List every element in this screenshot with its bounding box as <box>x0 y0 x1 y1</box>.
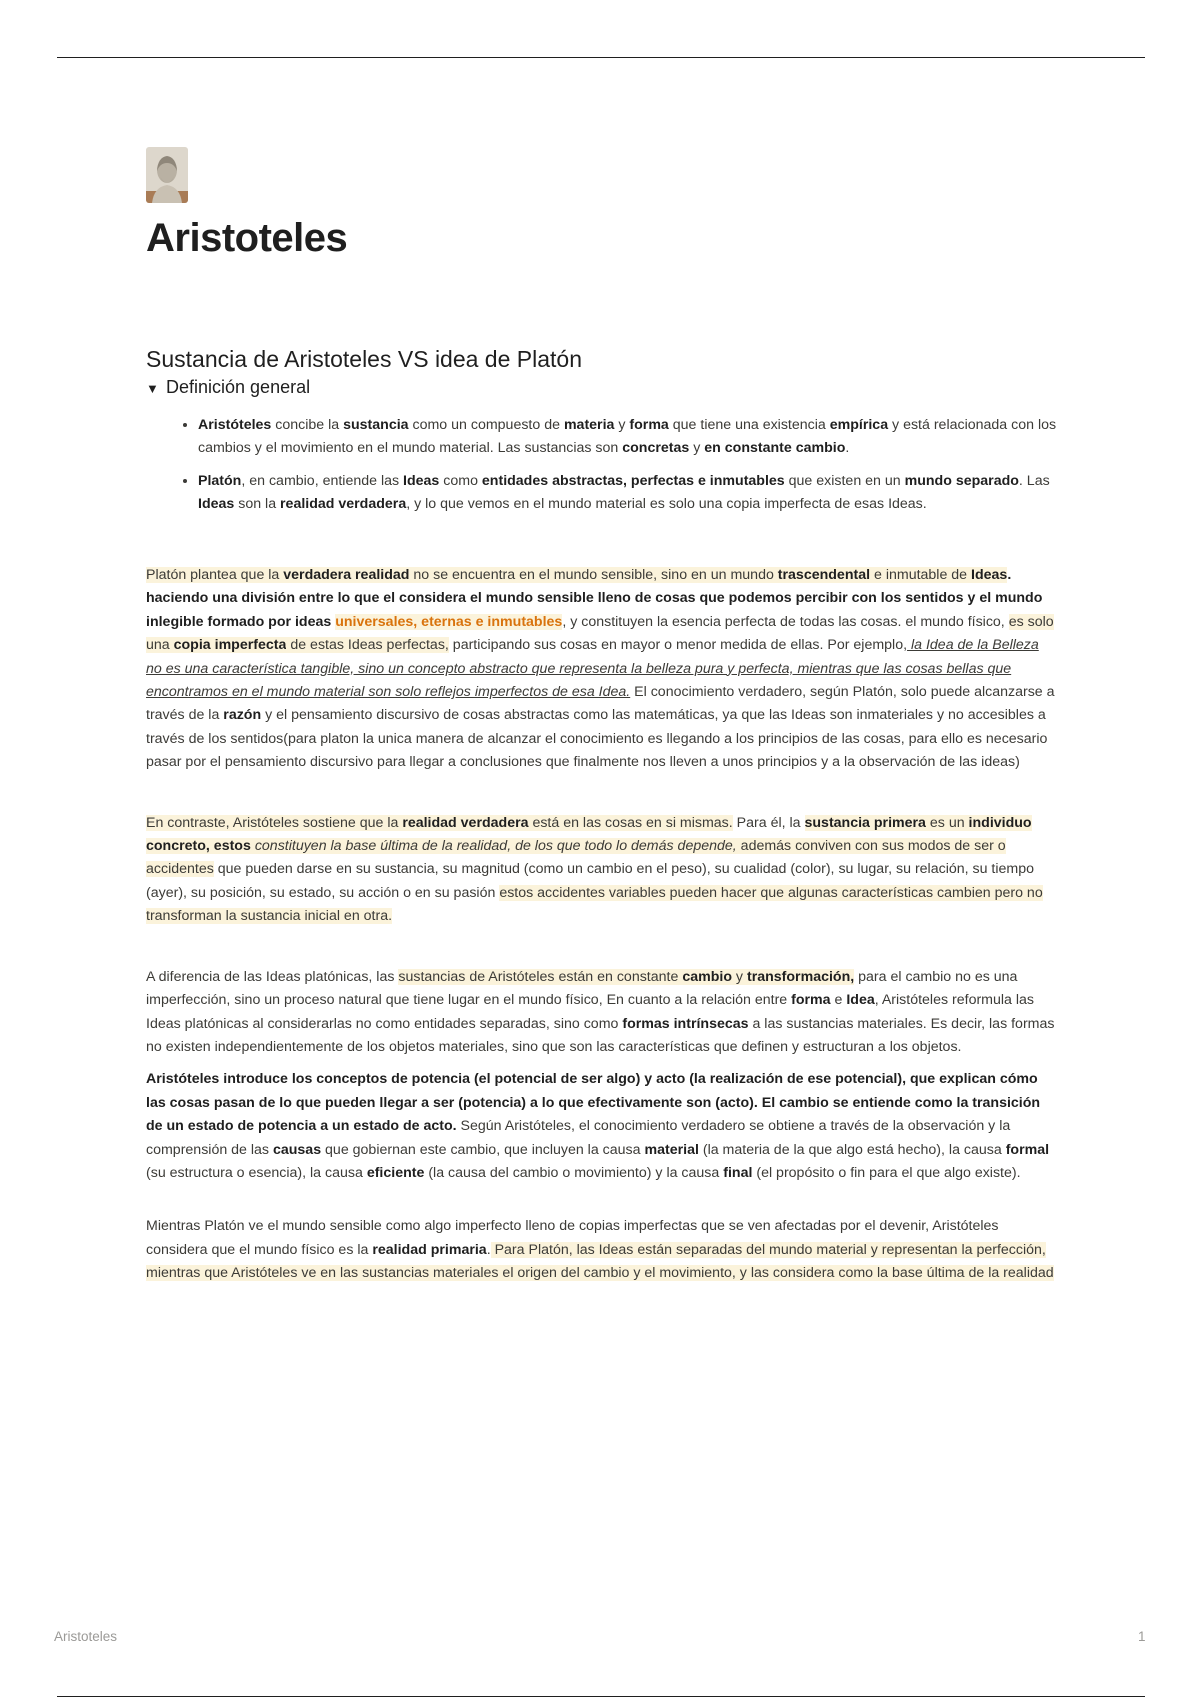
paragraph-aristoteles-contraste: En contraste, Aristóteles sostiene que la realidad verdadera está en las cosas en si mismas. Para él, la sustancia primera es un individuo concreto, estos constituyen la base última de la realidad, de los que todo lo demás depende, además conviven con sus modos de ser o accidentes que pueden darse en su sustancia, su magnitud (como un cambio en el peso), su cualidad (color), su lugar, su relación, su tiempo (ayer), su posición, su estado, su acción o en su pasión estos accidentes variables pueden hacer que algunas características cambien pero no transforman la sustancia inicial en otra. <box>146 814 1043 925</box>
paragraph-diferencia-ideas: A diferencia de las Ideas platónicas, las sustancias de Aristóteles están en constante cambio y transformación, para el cambio no es una imperfección, sino un proceso natural que tiene lugar en el mundo físico, En cuanto a la relación entre forma e Idea, Aristóteles reformula las Ideas platónicas al considerarlas no como entidades separadas, sino como formas intrínsecas a las sustancias materiales. Es decir, las formas no existen independientemente de los objetos materiales, sino que son las características que definen y estructuran a los objetos. <box>146 968 1055 1055</box>
paragraph-conclusion: Mientras Platón ve el mundo sensible como algo imperfecto lleno de copias imperfectas que se ven afectadas por el devenir, Aristóteles considera que el mundo físico es la realidad primaria. Para Platón, las Ideas están separadas del mundo material y representan la perfección, mientras que Aristóteles ve en las sustancias materiales el origen del cambio y el movimiento, y las considera como la base última de la realidad <box>146 1218 1054 1282</box>
section-heading: Sustancia de Aristoteles VS idea de Platón <box>146 346 583 372</box>
toggle-label: Definición general <box>166 377 311 397</box>
definition-bullet-list <box>146 414 1058 516</box>
page-title: Aristoteles <box>146 216 348 260</box>
paragraph-platon-realidad: Platón plantea que la verdadera realidad no se encuentra en el mundo sensible, sino en un mundo trascendental e inmutable de Ideas. haciendo una división entre lo que el considera el mundo sensible lleno de cosas que podemos percibir con los sentidos y el mundo inlegible formado por ideas universales, eternas e inmutables, y constituyen la esencia perfecta de todas las cosas. el mundo físico, es solo una copia imperfecta de estas Ideas perfectas, participando sus cosas en mayor o menor medida de ellas. Por ejemplo, la Idea de la Belleza no es una característica tangible, sino un concepto abstracto que representa la belleza pura y perfecta, mientras que las cosas bellas que encontramos en el mundo material son solo reflejos imperfectos de esa Idea. El conocimiento verdadero, según Platón, solo puede alcanzarse a través de la razón y el pensamiento discursivo de cosas abstractas como las matemáticas, ya que las Ideas son inmateriales y no accesibles a través de los sentidos(para platon la unica manera de alcanzar el conocimiento es llegando a los principios de las cosas, para ello es necesario pasar por el pensamiento discursivo para llegar a conclusiones que finalmente nos lleven a unos principios y a la observación de las ideas) <box>146 567 1055 771</box>
paragraph-potencia-acto: Aristóteles introduce los conceptos de potencia (el potencial de ser algo) y acto (la realización de ese potencial), que explican cómo las cosas pasan de lo que pueden llegar a ser (potencia) a lo que efectivamente son (acto). El cambio se entiende como la transición de un estado de potencia a un estado de acto. Según Aristóteles, el conocimiento verdadero se obtiene a través de la observación y la comprensión de las causas que gobiernan este cambio, que incluyen la causa material (la materia de la que algo está hecho), la causa formal (su estructura o esencia), la causa eficiente (la causa del cambio o movimiento) y la causa final (el propósito o fin para el que algo existe). <box>146 1071 1050 1181</box>
page-content <box>146 344 1058 1286</box>
aristotle-bust-icon <box>146 147 188 203</box>
bottom-rule <box>57 1696 1145 1697</box>
triangle-down-icon[interactable]: ▼ <box>146 381 159 396</box>
toggle-definicion-general[interactable] <box>146 374 1058 402</box>
bullet-aristoteles: • Aristóteles concibe la sustancia como un compuesto de materia y forma que tiene una existencia empírica y está relacionada con los cambios y el movimiento en el mundo material. Las sustancias son concretas y en constante cambio. <box>198 414 1058 460</box>
footer-document-title: Aristoteles <box>54 1629 118 1644</box>
top-rule <box>57 57 1145 58</box>
footer-page-number: 1 <box>1138 1629 1146 1644</box>
bullet-platon: • Platón, en cambio, entiende las Ideas como entidades abstractas, perfectas e inmutables que existen en un mundo separado. Las Ideas son la realidad verdadera, y lo que vemos en el mundo material es solo una copia imperfecta de esas Ideas. <box>198 470 1058 516</box>
